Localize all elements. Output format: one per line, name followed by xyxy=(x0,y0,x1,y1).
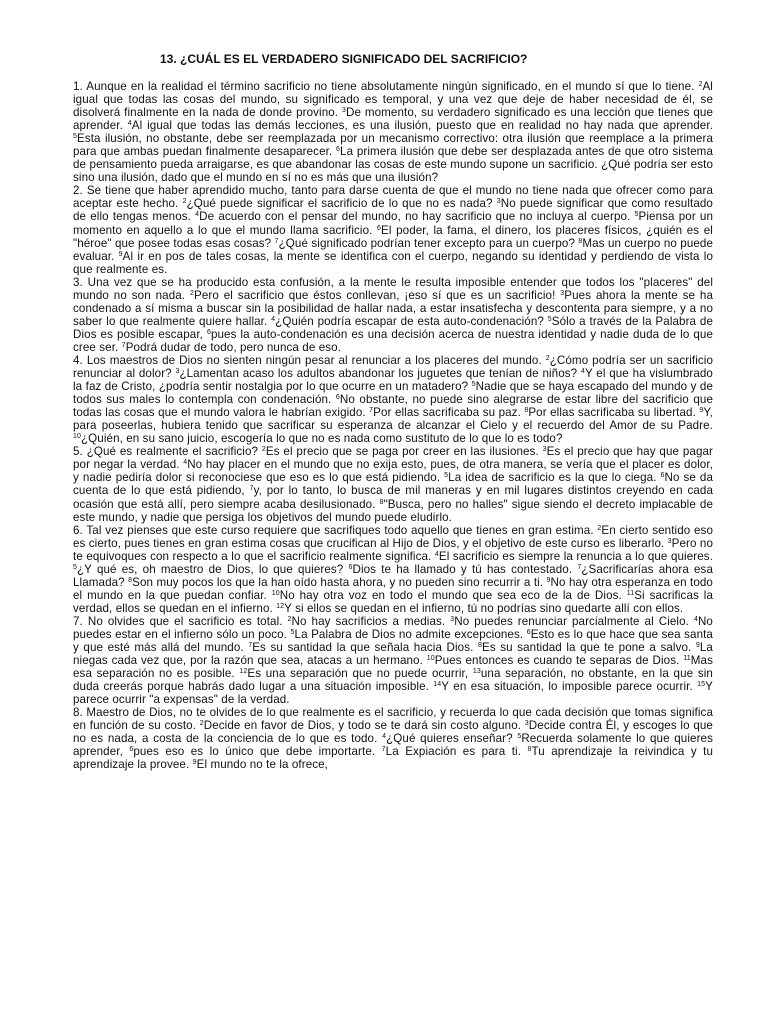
sentence: Es su santidad la que te pone a salvo. xyxy=(481,641,692,655)
sentence: No puedes renunciar parcialmente al Cielo. xyxy=(454,614,689,628)
verse-number: 9 xyxy=(546,576,551,584)
sentence: ¿Qué es realmente el sacrificio? xyxy=(86,445,259,459)
verse-number: 4 xyxy=(195,211,200,219)
sentence: En cierto sentido eso es cierto, pues tienes en gran estima cosas que crucifican al Hijo de Dios, y el objetivo de este curso es liberarlo. xyxy=(73,523,714,550)
verse-number: 4 xyxy=(271,315,276,323)
verse-number: 11 xyxy=(626,589,635,597)
sentence: No hay sacrificios a medias. xyxy=(291,614,446,628)
sentence: Nadie que se haya escapado del mundo y de todos sus males lo contempla con condenación. xyxy=(73,380,713,407)
sentence: No hay placer en el mundo que no exija esto, pues, de otra manera, se vería que el placer es dolor, y nadie pediría dolor si reconociese que eso es lo que está pidiendo. xyxy=(73,458,713,485)
paragraph-number: 5. xyxy=(73,445,83,459)
sentence: La Expiación es para ti. xyxy=(385,745,522,759)
verse-number: 6 xyxy=(377,224,382,232)
verse-number: 2 xyxy=(545,354,550,362)
sentence: ¿Quién podría escapar de esta auto-condenación? xyxy=(275,314,544,328)
verse-number: 7 xyxy=(121,341,126,349)
sentence: No hay otra esperanza en todo el mundo en la que puedan confiar. xyxy=(73,575,713,602)
verse-number: 6 xyxy=(206,328,211,336)
sentence: Y parece ocurrir "a expensas" de la verdad. xyxy=(73,680,713,707)
sentence: No se da cuenta de lo que está pidiendo, xyxy=(73,471,713,498)
sentence: No hay otra voz en todo el mundo que sea eco de la de Dios. xyxy=(279,588,622,602)
verse-number: 8 xyxy=(524,407,529,415)
sentence: Recuerda solamente lo que quieres aprender, xyxy=(73,732,713,759)
verse-number: 3 xyxy=(667,537,672,545)
sentence: Es el precio que se paga por creer en las ilusiones. xyxy=(265,445,539,459)
paragraph-number: 7. xyxy=(73,614,83,628)
paragraph xyxy=(73,354,713,445)
verse-number: 6 xyxy=(526,628,531,636)
sentence: Pues entonces es cuando te separas de Dios. xyxy=(434,654,680,668)
verse-number: 9 xyxy=(699,407,704,415)
verse-number: 3 xyxy=(560,289,565,297)
verse-number: 8 xyxy=(578,237,583,245)
sentence: Es una separación que no puede ocurrir, xyxy=(247,667,469,681)
document-body xyxy=(73,80,713,771)
verse-number: 4 xyxy=(183,459,188,467)
verse-number: 10 xyxy=(426,655,435,663)
sentence: Decide contra Él, y escoges lo que no es nada, a costa de la conciencia de lo que es todo. xyxy=(73,719,713,746)
sentence: ¿Sacrificarías ahora esa Llamada? xyxy=(73,562,714,589)
verse-number: 3 xyxy=(524,720,529,728)
sentence: De momento, su verdadero significado es una lección que tienes que aprender. xyxy=(73,106,714,133)
verse-number: 7 xyxy=(274,237,279,245)
sentence: El poder, la fama, el dinero, los placeres físicos, ¿quién es el "héroe" que posee todas esas cosas? xyxy=(73,223,713,250)
verse-number: 6 xyxy=(335,394,340,402)
verse-number: 8 xyxy=(527,746,532,754)
sentence: Son muy pocos los que la han oído hasta ahora, y no pueden sino recurrir a ti. xyxy=(132,575,544,589)
verse-number: 5 xyxy=(444,472,449,480)
verse-number: 3 xyxy=(496,198,501,206)
sentence: Y si ellos se quedan en el infierno, tú no podrías sino quedarte allí con ellos. xyxy=(284,601,684,615)
sentence: De acuerdo con el pensar del mundo, no hay sacrificio que no incluya al cuerpo. xyxy=(199,210,631,224)
sentence: y, por lo tanto, lo busca de mil maneras y en mil lugares distintos creyendo en cada ocasión que está allí, pero siempre acaba desilusionado. xyxy=(73,484,713,511)
paragraph-number: 1. xyxy=(73,80,83,93)
verse-number: 15 xyxy=(697,681,706,689)
verse-number: 5 xyxy=(73,563,77,571)
sentence: La idea de sacrificio es la que lo ciega. xyxy=(448,471,657,485)
verse-number: 3 xyxy=(450,615,455,623)
verse-number: 3 xyxy=(542,446,547,454)
sentence: Aunque en la realidad el término sacrificio no tiene absolutamente ningún significado, en el mundo sí que lo tiene. xyxy=(86,80,695,93)
paragraph xyxy=(73,276,713,354)
verse-number: 7 xyxy=(248,642,253,650)
sentence: ¿Qué puede significar el sacrificio de lo que no es nada? xyxy=(186,197,493,211)
verse-number: 2 xyxy=(287,615,292,623)
verse-number: 10 xyxy=(271,589,280,597)
sentence: Esta ilusión, no obstante, debe ser reemplazada por un mecanismo correctivo: otra ilusión que reemplace a la primera para que ambas puedan finalmente desaparecer. xyxy=(73,132,713,159)
verse-number: 4 xyxy=(127,120,132,128)
sentence: Tu aprendizaje la reivindica y tu aprendizaje la provee. xyxy=(73,745,714,772)
sentence: Se tiene que haber aprendido mucho, tanto para darse cuenta de que el mundo no tiene nada que ofrecer como para aceptar este hecho. xyxy=(73,184,713,211)
verse-number: 7 xyxy=(369,407,374,415)
verse-number: 13 xyxy=(472,668,481,676)
verse-number: 9 xyxy=(192,759,197,767)
sentence: "Busca, pero no halles" sigue siendo el decreto implacable de este mundo, y nadie que persiga los objetivos del mundo puede eludirlo. xyxy=(73,497,713,524)
sentence: Y, para poseerlas, hubiera tenido que sacrificar su esperanza de alcanzar el Cielo y el recuerdo del Amor de su Padre. xyxy=(73,406,714,433)
verse-number: 7 xyxy=(381,746,386,754)
sentence: Es el precio que hay que pagar por negar la verdad. xyxy=(73,445,714,472)
sentence: Podrá dudar de todo, pero nunca de eso. xyxy=(125,340,342,354)
verse-number: 11 xyxy=(683,655,691,663)
sentence: Esto es lo que hace que sea santa y que esté más allá del mundo. xyxy=(73,627,713,655)
sentence: Sólo a través de la Palabra de Dios es posible escapar, xyxy=(73,314,713,341)
sentence: Piensa por un momento en aquello a lo que el mundo llama sacrificio. xyxy=(73,210,714,237)
sentence: ¿Quién, en su sano juicio, escogería lo que no es nada como sustituto de lo que lo es todo? xyxy=(81,432,563,446)
verse-number: 3 xyxy=(342,107,346,115)
sentence: El mundo no te la ofrece, xyxy=(196,758,329,772)
sentence: La niegas cada vez que, por la razón que sea, atacas a un hermano. xyxy=(73,641,713,668)
sentence: Tal vez pienses que este curso requiere que sacrifiques todo aquello que tienes en gran estima. xyxy=(86,523,594,537)
sentence: pues eso es lo único que debe importarte. xyxy=(133,745,376,759)
paragraph-number: 4. xyxy=(73,353,83,367)
paragraph xyxy=(73,445,713,523)
sentence: ¿Cómo podría ser un sacrificio renunciar al dolor? xyxy=(73,353,714,381)
verse-number: 2 xyxy=(189,289,194,297)
sentence: Una vez que se ha producido esta confusión, a la mente le resulta imposible entender que todos los "placeres" del mundo no son nada. xyxy=(73,275,713,302)
sentence: Maestro de Dios, no te olvides de lo que realmente es el sacrificio, y recuerda lo que cada decisión que tomas significa en función de su costo. xyxy=(73,706,713,733)
verse-number: 7 xyxy=(249,485,254,493)
verse-number: 2 xyxy=(698,81,703,88)
verse-number: 6 xyxy=(348,563,353,571)
verse-number: 5 xyxy=(73,133,77,141)
sentence: La primera ilusión que debe ser desplazada antes de que otro sistema de pensamiento pueda arraigarse, es que abandonar las cosas de este mundo supone un sacrificio. ¿Qué podría ser esto sino una ilusión, dado que el mundo en sí no es más que una ilusión? xyxy=(73,145,713,185)
verse-number: 2 xyxy=(182,198,187,206)
sentence: Si sacrificas la verdad, ellos se quedan en el infierno. xyxy=(73,588,713,615)
verse-number: 3 xyxy=(175,368,180,376)
verse-number: 6 xyxy=(336,146,341,154)
verse-number: 8 xyxy=(379,498,384,506)
page-title: 13. ¿CUÁL ES EL VERDADERO SIGNIFICADO DEL SACRIFICIO? xyxy=(160,52,528,66)
sentence: No obstante, no puede sino alegrarse de estar libre del sacrificio que todas las cosas que el mundo valora le habrían exigido. xyxy=(73,393,713,420)
sentence: Pero no te equivoques con respecto a lo que el sacrificio realmente significa. xyxy=(73,536,713,563)
verse-number: 7 xyxy=(577,563,582,571)
sentence: El sacrificio es siempre la renuncia a lo que quieres. xyxy=(438,549,713,563)
sentence: Al ir en pos de tales cosas, la mente se identifica con el cuerpo, negando su identidad y perdiendo de vista lo que realmente es. xyxy=(73,249,714,276)
verse-number: 4 xyxy=(434,550,439,558)
sentence: Mas un cuerpo no puede evaluar. xyxy=(73,236,714,263)
verse-number: 4 xyxy=(693,615,698,623)
sentence: Y el que ha vislumbrado la faz de Cristo, ¿podría sentir nostalgia por lo que ocurre en un matadero? xyxy=(73,367,713,394)
sentence: Decide en favor de Dios, y todo se te dará sin costo alguno. xyxy=(203,719,522,733)
paragraph-number: 3. xyxy=(73,275,83,289)
verse-number: 4 xyxy=(580,368,585,376)
sentence: Pues ahora la mente se ha condenado a sí misma a buscar sin la posibilidad de hallar nada, a estar insatisfecha y descontenta para siempre, y a no saber lo que realmente quiere hallar. xyxy=(73,288,714,328)
sentence: pues la auto-condenación es una decisión acerca de nuestra identidad y nadie duda de lo que cree ser. xyxy=(73,327,714,354)
verse-number: 4 xyxy=(382,733,387,741)
verse-number: 5 xyxy=(547,315,552,323)
verse-number: 2 xyxy=(597,524,602,532)
sentence: Al igual que todas las demás lecciones, es una ilusión, puesto que en realidad no hay nada que aprender. xyxy=(131,119,713,133)
verse-number: 5 xyxy=(517,733,522,741)
verse-number: 2 xyxy=(261,446,266,454)
sentence: Es su santidad la que señala hacia Dios. xyxy=(252,641,474,655)
paragraph xyxy=(73,184,713,275)
sentence: No olvides que el sacrificio es total. xyxy=(87,614,283,628)
sentence: Al igual que todas las cosas del mundo, su significado es temporal, y una vez que deje de haber necesidad de él, se disolverá finalmente en la nada de donde provino. xyxy=(73,80,713,120)
paragraph xyxy=(73,615,713,706)
sentence: ¿Qué quieres enseñar? xyxy=(386,732,513,746)
paragraph-number: 8. xyxy=(73,706,83,720)
verse-number: 5 xyxy=(290,628,295,636)
sentence: Dios te ha llamado y tú has contestado. xyxy=(352,562,573,576)
sentence: No puedes estar en el infierno sólo un poco. xyxy=(73,614,713,641)
sentence: Los maestros de Dios no sienten ningún pesar al renunciar a los placeres del mundo. xyxy=(86,353,542,367)
sentence: ¿Y qué es, oh maestro de Dios, lo que quieres? xyxy=(77,562,344,576)
verse-number: 5 xyxy=(471,381,476,389)
paragraph xyxy=(73,706,713,771)
sentence: ¿Qué significado podrían tener excepto para un cuerpo? xyxy=(278,236,575,250)
paragraph xyxy=(73,524,713,615)
verse-number: 9 xyxy=(695,642,700,650)
sentence: No puede significar que como resultado de ello tengas menos. xyxy=(73,197,713,224)
verse-number: 9 xyxy=(118,250,123,258)
verse-number: 12 xyxy=(276,602,285,610)
sentence: Por ellas sacrificaba su paz. xyxy=(373,406,521,420)
paragraph-number: 2. xyxy=(73,184,83,198)
sentence: Pero el sacrificio que éstos conllevan, ¡eso sí que es un sacrificio! xyxy=(193,288,556,302)
paragraph xyxy=(73,80,713,184)
paragraph-number: 6. xyxy=(73,523,83,537)
verse-number: 14 xyxy=(433,681,442,689)
sentence: Mas esa separación no es posible. xyxy=(73,654,713,681)
verse-number: 8 xyxy=(477,642,482,650)
verse-number: 6 xyxy=(660,472,665,480)
verse-number: 2 xyxy=(199,720,204,728)
verse-number: 8 xyxy=(128,576,133,584)
sentence: La Palabra de Dios no admite excepciones. xyxy=(294,627,524,641)
sentence: ¿Lamentan acaso los adultos abandonar los juguetes que tenían de niños? xyxy=(179,367,578,381)
verse-number: 12 xyxy=(239,668,248,676)
sentence: una separación, no obstante, en la que sin duda creerás porque habrás dado lugar a una situación imposible. xyxy=(73,667,713,694)
sentence: Por ellas sacrificaba su libertad. xyxy=(528,406,696,420)
verse-number: 6 xyxy=(129,746,134,754)
verse-number: 10 xyxy=(73,433,81,441)
verse-number: 5 xyxy=(634,211,639,219)
sentence: Y en esa situación, lo imposible parece ocurrir. xyxy=(441,680,693,694)
